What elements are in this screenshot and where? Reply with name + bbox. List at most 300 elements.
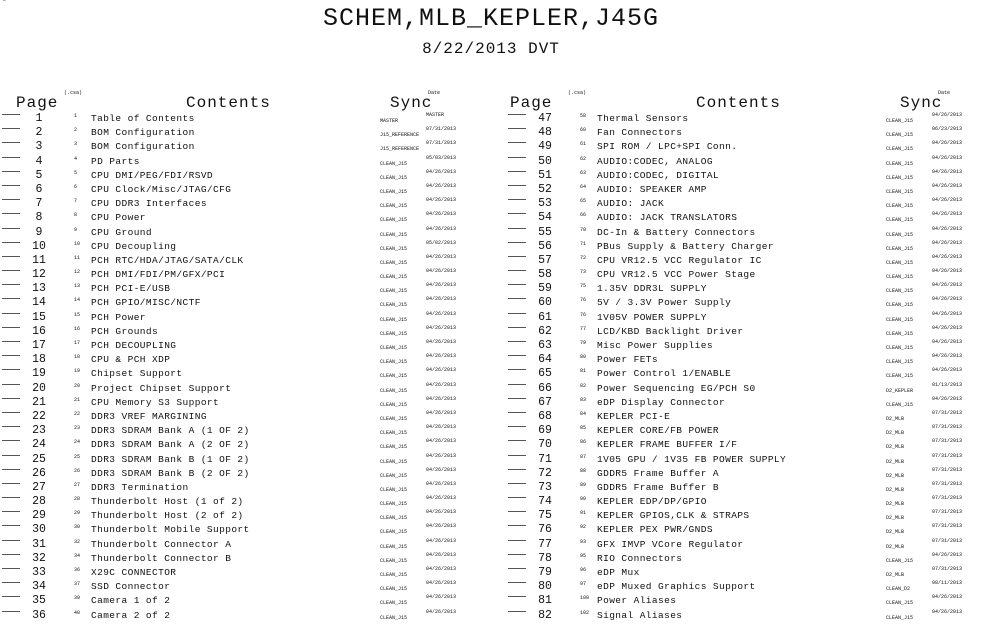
row-marker — [2, 284, 20, 290]
sync-label: CLEAN_J15 — [380, 174, 408, 181]
toc-row[interactable] — [508, 211, 968, 225]
row-marker — [2, 228, 20, 234]
sync-label: CLEAN_J15 — [380, 430, 408, 437]
date-label: MASTER — [426, 112, 445, 118]
row-marker — [2, 455, 20, 461]
csa-number: 102 — [580, 609, 590, 616]
page-number: 62 — [538, 324, 552, 338]
page-number: 70 — [538, 438, 552, 452]
page-number: 36 — [32, 608, 46, 622]
toc-column-right — [508, 90, 968, 623]
date-label: 04/26/2013 — [426, 424, 457, 431]
toc-row[interactable] — [2, 240, 462, 254]
csa-number: 88 — [580, 467, 587, 474]
csa-number: 7 — [74, 198, 78, 205]
toc-row[interactable] — [2, 495, 462, 509]
date-label: 04/26/2013 — [932, 395, 963, 402]
toc-row[interactable] — [2, 311, 462, 325]
sync-label: CLEAN_J15 — [886, 316, 914, 323]
date-label: 04/26/2013 — [932, 324, 963, 331]
csa-number: 36 — [74, 567, 81, 573]
row-marker — [2, 313, 20, 319]
csa-number: 3 — [74, 141, 78, 148]
date-label: 04/26/2013 — [932, 253, 963, 260]
column-header — [508, 90, 968, 112]
sync-label: CLEAN_J15 — [886, 330, 914, 337]
sync-label: CLEAN_J15 — [886, 259, 914, 266]
toc-row[interactable] — [508, 254, 968, 268]
date-label: 04/26/2013 — [426, 268, 457, 275]
csa-number: 84 — [580, 410, 587, 417]
toc-row[interactable] — [2, 481, 462, 495]
page-number: 80 — [538, 580, 552, 594]
sync-label: CLEAN_J15 — [380, 486, 408, 493]
toc-row[interactable] — [2, 254, 462, 268]
row-marker — [508, 582, 526, 588]
csa-number: 19 — [74, 368, 81, 375]
date-label: 04/26/2013 — [426, 509, 457, 516]
row-marker — [508, 497, 526, 503]
toc-row[interactable] — [508, 396, 968, 410]
sync-label: CLEAN_J15 — [380, 557, 408, 564]
row-marker — [508, 157, 526, 163]
toc-row[interactable] — [2, 353, 462, 367]
date-label: 04/26/2013 — [932, 239, 963, 246]
sync-label: CLEAN_J15 — [886, 600, 914, 607]
toc-row[interactable] — [508, 509, 968, 523]
row-marker — [508, 256, 526, 262]
toc-row[interactable] — [2, 410, 462, 424]
toc-row[interactable] — [2, 438, 462, 452]
csa-number: 76 — [580, 297, 587, 304]
csa-number: 90 — [580, 496, 587, 503]
page-number: 73 — [538, 480, 552, 494]
contents-title: DDR3 Termination — [91, 481, 189, 493]
toc-row[interactable] — [508, 424, 968, 438]
row-marker — [2, 483, 20, 489]
date-label: 05/02/2013 — [426, 239, 457, 246]
contents-title: DDR3 SDRAM Bank A (1 OF 2) — [91, 425, 250, 437]
row-marker — [508, 440, 526, 446]
page-number: 59 — [538, 282, 552, 296]
toc-row[interactable] — [2, 552, 462, 566]
toc-row[interactable] — [508, 382, 968, 396]
toc-row[interactable] — [508, 367, 968, 381]
contents-title: PCH Power — [91, 311, 146, 323]
toc-row[interactable] — [508, 240, 968, 254]
sync-label: CLEAN_J15 — [886, 373, 914, 380]
date-label: 04/26/2013 — [932, 211, 963, 218]
page-number: 4 — [35, 154, 43, 168]
page-number: 21 — [32, 395, 46, 409]
csa-number: 58 — [580, 113, 587, 119]
contents-title: Signal Aliases — [597, 609, 683, 621]
contents-title: KEPLER FRAME BUFFER I/F — [597, 439, 738, 451]
row-marker — [2, 582, 20, 588]
contents-title: SPI ROM / LPC+SPI Conn. — [597, 141, 738, 153]
page-number: 14 — [32, 296, 46, 310]
page-number: 12 — [32, 268, 46, 282]
sync-label: D2_MLB — [886, 486, 905, 493]
date-label: 04/26/2013 — [426, 225, 457, 232]
toc-row[interactable] — [2, 453, 462, 467]
row-marker — [2, 171, 20, 177]
sync-label: CLEAN_J15 — [380, 444, 408, 451]
page-number: 16 — [32, 324, 46, 338]
sync-label: CLEAN_J15 — [886, 146, 914, 153]
sync-label: CLEAN_J15 — [886, 401, 914, 408]
csa-number: 1 — [74, 113, 78, 119]
toc-row[interactable] — [508, 523, 968, 537]
date-label: 04/26/2013 — [426, 395, 457, 402]
sync-label: CLEAN_J15 — [380, 515, 408, 522]
csa-number: 85 — [580, 425, 587, 432]
toc-row[interactable] — [2, 580, 462, 594]
page-number: 72 — [538, 466, 552, 480]
date-label: 04/26/2013 — [932, 140, 963, 147]
sync-label: D2_MLB — [886, 458, 905, 465]
date-label: 04/26/2013 — [426, 608, 457, 615]
date-label: 04/26/2013 — [426, 211, 457, 218]
contents-title: Power Control 1/ENABLE — [597, 368, 732, 380]
csa-number: 20 — [74, 382, 81, 389]
contents-title: GFX IMVP VCore Regulator — [597, 538, 744, 550]
page-number: 13 — [32, 282, 46, 296]
csa-number: 26 — [74, 467, 81, 474]
toc-row[interactable] — [2, 367, 462, 381]
contents-title: 1V05V POWER SUPPLY — [597, 311, 707, 323]
toc-row[interactable] — [508, 126, 968, 140]
csa-header: (.csa) — [568, 90, 587, 96]
row-marker — [2, 469, 20, 475]
row-marker — [508, 469, 526, 475]
row-marker — [2, 213, 20, 219]
sync-label: CLEAN_J15 — [380, 330, 408, 337]
toc-row[interactable] — [2, 211, 462, 225]
contents-title: PCH DMI/FDI/PM/GFX/PCI — [91, 269, 226, 281]
date-label: 04/26/2013 — [426, 381, 457, 388]
toc-row[interactable] — [508, 339, 968, 353]
toc-row[interactable] — [508, 311, 968, 325]
csa-number: 37 — [74, 581, 81, 588]
toc-row[interactable] — [508, 282, 968, 296]
date-label: 04/26/2013 — [932, 339, 963, 345]
page-number: 77 — [538, 537, 552, 551]
toc-row[interactable] — [508, 169, 968, 183]
date-label: 07/31/2013 — [932, 495, 963, 502]
row-marker — [2, 242, 20, 248]
sync-label: CLEAN_J15 — [886, 345, 914, 351]
toc-row[interactable] — [2, 566, 462, 580]
page-number: 8 — [35, 211, 43, 225]
contents-title: PCH DECOUPLING — [91, 340, 177, 351]
date-label: 04/26/2013 — [426, 353, 457, 360]
toc-row[interactable] — [508, 566, 968, 580]
sync-label: CLEAN_D2 — [886, 586, 911, 593]
toc-row[interactable] — [2, 509, 462, 523]
date-label: 07/31/2013 — [932, 566, 963, 572]
contents-title: AUDIO:CODEC, ANALOG — [597, 155, 713, 167]
toc-row[interactable] — [2, 467, 462, 481]
toc-row[interactable] — [508, 325, 968, 339]
toc-row[interactable] — [2, 538, 462, 552]
toc-row[interactable] — [508, 155, 968, 169]
sync-label: D2_MLB — [886, 572, 905, 578]
sync-label: D2_MLB — [886, 415, 905, 422]
page-number: 76 — [538, 523, 552, 537]
toc-row[interactable] — [508, 609, 968, 623]
date-label: 04/26/2013 — [932, 296, 963, 303]
page-number: 30 — [32, 523, 46, 537]
toc-row[interactable] — [508, 481, 968, 495]
csa-number: 21 — [74, 396, 81, 403]
date-label: 04/26/2013 — [426, 495, 457, 502]
page-number: 2 — [35, 126, 43, 140]
row-marker — [2, 426, 20, 432]
toc-row[interactable] — [2, 424, 462, 438]
toc-row[interactable] — [508, 410, 968, 424]
row-marker — [508, 284, 526, 290]
date-label: 04/26/2013 — [426, 466, 457, 473]
sync-label: D2_MLB — [886, 515, 905, 522]
row-marker — [508, 483, 526, 489]
toc-row[interactable] — [2, 396, 462, 410]
row-marker — [508, 171, 526, 177]
row-marker — [508, 298, 526, 304]
date-label: 04/26/2013 — [932, 367, 963, 374]
sync-label: CLEAN_J15 — [380, 302, 408, 309]
contents-header: Contents — [186, 94, 271, 112]
sync-label: CLEAN_J15 — [380, 217, 408, 224]
csa-number: 60 — [580, 127, 587, 134]
page-number: 33 — [32, 566, 46, 579]
date-label: 04/26/2013 — [426, 523, 457, 530]
toc-row[interactable] — [2, 112, 462, 126]
contents-title: GDDR5 Frame Buffer B — [597, 481, 720, 493]
page-number: 31 — [32, 537, 46, 551]
toc-row[interactable] — [2, 183, 462, 197]
row-marker — [2, 611, 20, 617]
csa-number: 72 — [580, 254, 587, 261]
csa-number: 64 — [580, 183, 587, 190]
toc-row[interactable] — [508, 226, 968, 240]
page-number: 60 — [538, 296, 552, 310]
row-marker — [508, 142, 526, 148]
contents-title: eDP Muxed Graphics Support — [597, 581, 756, 593]
csa-number: 29 — [74, 510, 81, 517]
toc-row[interactable] — [2, 126, 462, 140]
toc-column-left — [2, 90, 462, 623]
contents-title: Power Aliases — [597, 595, 677, 607]
page-number: 61 — [538, 310, 552, 324]
page-number: 28 — [32, 495, 46, 509]
sync-label: CLEAN_J15 — [380, 245, 408, 252]
toc-row[interactable] — [2, 325, 462, 339]
sync-label: CLEAN_J15 — [886, 188, 914, 195]
csa-number: 62 — [580, 155, 587, 162]
toc-row[interactable] — [508, 580, 968, 594]
toc-row[interactable] — [508, 438, 968, 452]
toc-row[interactable] — [508, 197, 968, 211]
toc-row[interactable] — [508, 552, 968, 566]
sync-label: J15_REFERENCE — [380, 132, 420, 139]
date-header: Date — [428, 90, 441, 96]
csa-number: 12 — [74, 269, 81, 276]
sync-label: CLEAN_J15 — [380, 529, 408, 536]
contents-title: Chipset Support — [91, 368, 183, 380]
sync-label: CLEAN_J15 — [380, 345, 408, 351]
page-number: 71 — [538, 452, 552, 466]
contents-title: Thunderbolt Connector A — [91, 538, 232, 550]
toc-row[interactable] — [2, 268, 462, 282]
csa-number: 13 — [74, 283, 81, 290]
page-number: 20 — [32, 381, 46, 395]
sync-label: D2_MLB — [886, 543, 905, 550]
date-label: 04/26/2013 — [426, 594, 457, 601]
row-marker — [508, 384, 526, 390]
sync-label: MASTER — [380, 118, 399, 124]
toc-row[interactable] — [2, 197, 462, 211]
contents-title: DDR3 SDRAM Bank A (2 OF 2) — [91, 439, 250, 451]
csa-number: 18 — [74, 354, 81, 361]
contents-title: CPU VR12.5 VCC Regulator IC — [597, 254, 762, 266]
sync-label: CLEAN_J15 — [886, 160, 914, 167]
page-number: 54 — [538, 211, 552, 225]
contents-title: PBus Supply & Battery Charger — [597, 240, 774, 252]
page-number: 32 — [32, 551, 46, 565]
row-marker — [508, 228, 526, 234]
row-marker — [508, 554, 526, 560]
contents-title: CPU Power — [91, 212, 146, 224]
contents-title: CPU Ground — [91, 226, 153, 238]
csa-number: 89 — [580, 481, 587, 488]
sync-label: CLEAN_J15 — [380, 203, 408, 210]
sync-label: CLEAN_J15 — [380, 160, 408, 167]
row-marker — [508, 596, 526, 602]
date-label: 04/26/2013 — [426, 409, 457, 416]
sync-label: D2_MLB — [886, 444, 905, 451]
date-label: 04/26/2013 — [426, 566, 457, 572]
date-label: 07/31/2013 — [932, 480, 963, 487]
toc-row[interactable] — [2, 296, 462, 310]
sync-label: D2_MLB — [886, 472, 905, 479]
date-label: 04/26/2013 — [426, 324, 457, 331]
csa-number: 73 — [580, 269, 587, 276]
contents-title: LCD/KBD Backlight Driver — [597, 325, 744, 337]
toc-row[interactable] — [2, 382, 462, 396]
toc-row[interactable] — [508, 268, 968, 282]
contents-title: KEPLER GPIOS,CLK & STRAPS — [597, 510, 750, 522]
row-marker — [2, 298, 20, 304]
sync-label: CLEAN_J15 — [380, 359, 408, 366]
toc-row[interactable] — [2, 594, 462, 608]
row-marker — [2, 511, 20, 517]
toc-row[interactable] — [508, 140, 968, 154]
row-marker — [508, 369, 526, 375]
row-marker — [508, 355, 526, 361]
page-header: Page — [510, 94, 553, 112]
csa-number: 100 — [580, 595, 590, 602]
row-marker — [508, 426, 526, 432]
toc-row[interactable] — [508, 183, 968, 197]
csa-number: 24 — [74, 439, 81, 446]
date-label: 04/26/2013 — [932, 353, 963, 360]
row-marker — [508, 398, 526, 404]
page-number: 18 — [32, 353, 46, 367]
toc-row[interactable] — [2, 609, 462, 623]
page-number: 65 — [538, 367, 552, 381]
date-label: 04/26/2013 — [426, 339, 457, 345]
toc-row[interactable] — [508, 453, 968, 467]
toc-row[interactable] — [508, 112, 968, 126]
toc-row[interactable] — [2, 226, 462, 240]
toc-row[interactable] — [508, 353, 968, 367]
row-marker — [2, 540, 20, 546]
date-header: Date — [938, 90, 951, 96]
date-label: 08/11/2013 — [932, 580, 963, 587]
date-label: 04/26/2013 — [932, 225, 963, 232]
toc-row[interactable] — [2, 523, 462, 537]
contents-title: eDP Mux — [597, 567, 640, 578]
toc-row[interactable] — [2, 155, 462, 169]
toc-row[interactable] — [508, 594, 968, 608]
row-marker — [2, 355, 20, 361]
toc-row[interactable] — [2, 282, 462, 296]
csa-number: 40 — [74, 609, 81, 616]
sync-label: CLEAN_J15 — [886, 274, 914, 281]
date-label: 01/13/2013 — [932, 381, 963, 388]
row-marker — [2, 525, 20, 531]
contents-title: CPU DMI/PEG/FDI/RSVD — [91, 169, 214, 181]
toc-row[interactable] — [2, 140, 462, 154]
contents-title: CPU Decoupling — [91, 240, 177, 252]
page-number: 49 — [538, 140, 552, 154]
toc-row[interactable] — [2, 169, 462, 183]
date-label: 04/26/2013 — [426, 480, 457, 487]
row-marker — [2, 568, 20, 574]
toc-rows-right — [508, 112, 968, 623]
row-marker — [508, 327, 526, 333]
page-number: 48 — [538, 126, 552, 140]
toc-row[interactable] — [508, 467, 968, 481]
toc-row[interactable] — [508, 296, 968, 310]
csa-number: 79 — [580, 340, 587, 346]
row-marker — [2, 384, 20, 390]
toc-row[interactable] — [2, 339, 462, 353]
toc-row[interactable] — [508, 538, 968, 552]
toc-row[interactable] — [508, 495, 968, 509]
contents-title: AUDIO: JACK TRANSLATORS — [597, 212, 738, 224]
row-marker — [508, 568, 526, 574]
contents-title: Thermal Sensors — [597, 113, 689, 124]
page-number: 25 — [32, 452, 46, 466]
row-marker — [2, 412, 20, 418]
contents-title: AUDIO:CODEC, DIGITAL — [597, 169, 720, 181]
page-number: 64 — [538, 353, 552, 367]
page-number: 3 — [35, 140, 43, 154]
page-number: 56 — [538, 239, 552, 253]
page-number: 1 — [35, 112, 43, 125]
contents-title: Camera 1 of 2 — [91, 595, 171, 607]
contents-title: CPU & PCH XDP — [91, 354, 171, 366]
sync-label: D2_MLB — [886, 430, 905, 437]
contents-title: PCH GPIO/MISC/NCTF — [91, 297, 201, 309]
sync-label: CLEAN_J15 — [886, 203, 914, 210]
column-header — [2, 90, 462, 112]
csa-number: 22 — [74, 410, 81, 417]
page-number: 69 — [538, 424, 552, 438]
contents-title: KEPLER PCI-E — [597, 410, 671, 422]
